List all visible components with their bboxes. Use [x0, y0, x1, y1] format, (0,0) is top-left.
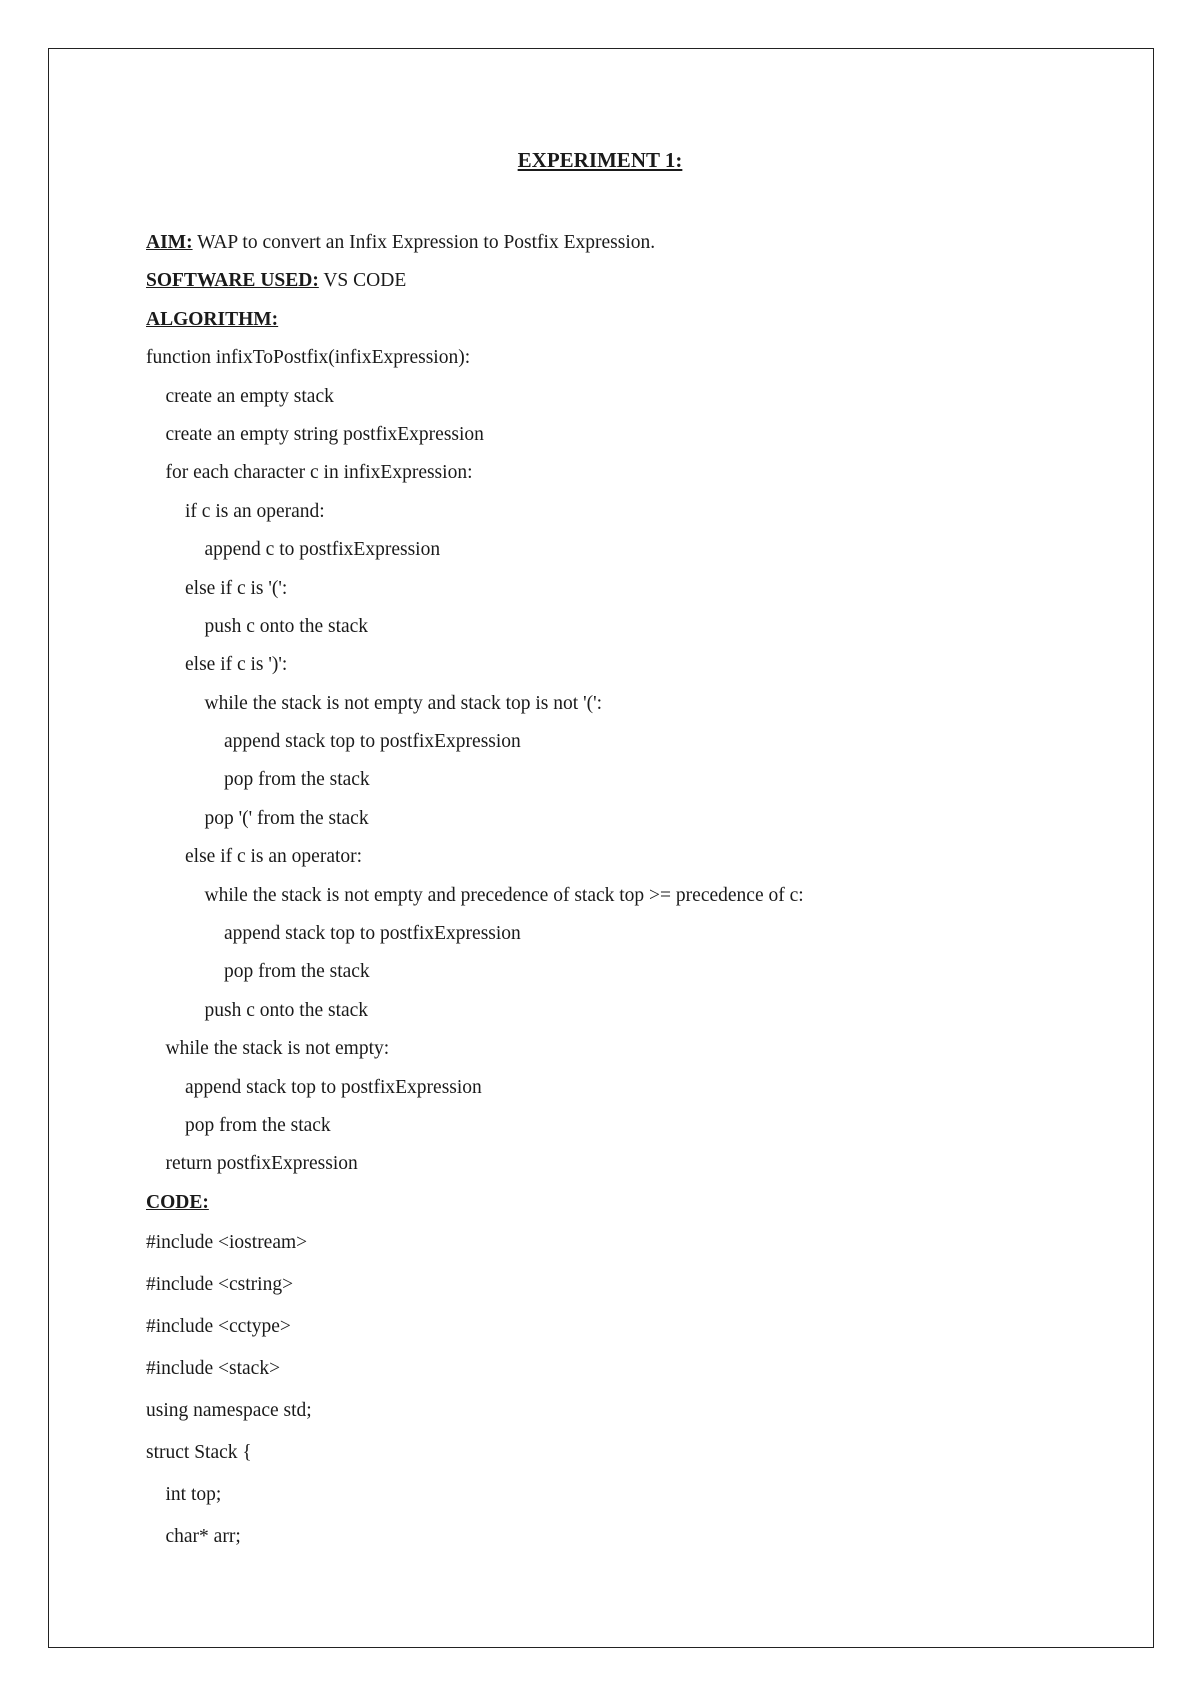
code-line: #include <cctype> — [146, 1316, 291, 1338]
algorithm-line: pop from the stack — [146, 769, 370, 791]
software-line — [146, 262, 1106, 300]
aim-line — [146, 224, 1106, 262]
software-label: SOFTWARE USED: — [146, 270, 319, 292]
code-line: #include <iostream> — [146, 1232, 308, 1254]
algorithm-line: append stack top to postfixExpression — [146, 731, 521, 753]
algorithm-line: create an empty string postfixExpression — [146, 423, 484, 445]
algorithm-line: append stack top to postfixExpression — [146, 923, 521, 945]
algorithm-line: for each character c in infixExpression: — [146, 462, 473, 484]
algorithm-line: pop from the stack — [146, 1114, 331, 1136]
algorithm-line: while the stack is not empty: — [146, 1038, 390, 1060]
code-line: int top; — [146, 1484, 222, 1506]
code-line: #include <stack> — [146, 1358, 281, 1380]
algorithm-line: push c onto the stack — [146, 615, 369, 637]
aim-label: AIM: — [146, 232, 193, 253]
document-title: EXPERIMENT 1: — [517, 148, 683, 172]
software-text: VS CODE — [318, 270, 407, 292]
code-line: struct Stack { — [146, 1442, 252, 1464]
algorithm-line: if c is an operand: — [146, 500, 325, 522]
algorithm-line: pop '(' from the stack — [146, 807, 369, 829]
algorithm-block — [146, 339, 1106, 1184]
algorithm-label: ALGORITHM: — [146, 308, 279, 330]
aim-text: WAP to convert an Infix Expression to Postfix Expression. — [192, 232, 656, 253]
algorithm-line: else if c is ')': — [146, 654, 288, 676]
code-line: #include <cstring> — [146, 1274, 294, 1296]
algorithm-line: push c onto the stack — [146, 999, 369, 1021]
algorithm-line: create an empty stack — [146, 385, 334, 407]
code-line: using namespace std; — [146, 1400, 312, 1422]
document-body — [146, 224, 1106, 1558]
algorithm-line: return postfixExpression — [146, 1153, 358, 1175]
algorithm-line: function infixToPostfix(infixExpression): — [146, 347, 471, 369]
code-block — [146, 1222, 1106, 1558]
code-line: char* arr; — [146, 1526, 241, 1548]
algorithm-line: pop from the stack — [146, 961, 370, 983]
algorithm-heading — [146, 301, 1106, 339]
algorithm-line: else if c is an operator: — [146, 846, 363, 868]
code-label: CODE: — [146, 1191, 209, 1213]
code-heading — [146, 1184, 1106, 1222]
algorithm-line: append stack top to postfixExpression — [146, 1076, 482, 1098]
algorithm-line: append c to postfixExpression — [146, 539, 441, 561]
algorithm-line: while the stack is not empty and stack top is not '(': — [146, 692, 603, 714]
algorithm-line: else if c is '(': — [146, 577, 288, 599]
algorithm-line: while the stack is not empty and precedence of stack top >= precedence of c: — [146, 884, 804, 906]
